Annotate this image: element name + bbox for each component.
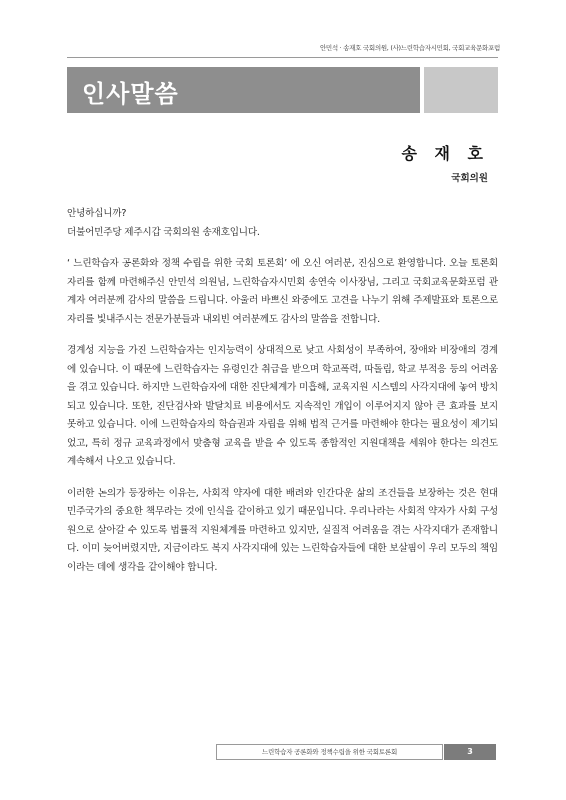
- page-title: 인사말씀: [82, 80, 179, 108]
- author-role: 국회의원: [451, 173, 488, 184]
- running-header: 안민석 · 송재호 국회의원, (사)느린학습자시민회, 국회교육문화포럼: [319, 44, 500, 52]
- page-number: 3: [444, 744, 496, 760]
- header-rule: [67, 57, 498, 58]
- title-accent-box: [424, 67, 498, 113]
- intro-paragraph: 더불어민주당 제주시갑 국회의원 송재호입니다.: [67, 226, 260, 238]
- issue-paragraph: 경계성 지능을 가진 느린학습자는 인지능력이 상대적으로 낮고 사회성이 부족하여, 장애와 비장애의 경계에 있습니다. 이 때문에 느린학습자는 유령인간 취급을 받으며 학교폭력, 따돌림, 학교 부적응 등의 어려움을 겪고 있습니다. 하지만 느린학습자에 대한 진단체계가 미흡해, 교육지원 시스템의 사각지대에 놓여 방치되고 있습니다. 또한, 진단검사와 발달치료 비용에서도 지속적인 개입이 이루어지지 않아 큰 효과를 보지 못하고 있습니다. 이에 느린학습자의 학습권과 자립을 위해 법적 근거를 마련해야 한다는 필요성이 제기되었고, 특히 정규 교육과정에서 맞춤형 교육을 받을 수 있도록 종합적인 지원대책을 세워야 한다는 의견도 계속해서 나오고 있습니다.: [67, 345, 498, 467]
- footer-label: 느린학습자 공론화와 정책수립을 위한 국회토론회: [216, 744, 443, 760]
- closing-paragraph: 이러한 논의가 등장하는 이유는, 사회적 약자에 대한 배려와 인간다운 삶의 조건들을 보장하는 것은 현대 민주국가의 중요한 책무라는 것에 인식을 같이하고 있기 때문입니다. 우리나라는 사회적 약자가 사회 구성원으로 살아갈 수 있도록 법률적 지원체계를 마련하고 있지만, 실질적 어려움을 겪는 사각지대가 존재합니다. 이미 늦어버렸지만, 지금이라도 복지 사각지대에 있는 느린학습자들에 대한 보살핌이 우리 모두의 책임이라는 데에 생각을 같이해야 합니다.: [67, 487, 498, 573]
- author-name: 송 재 호: [401, 144, 489, 163]
- body-text: [67, 205, 498, 577]
- welcome-paragraph: ‘ 느린학습자 공론화와 정책 수립을 위한 국회 토론회’ 에 오신 여러분, 진심으로 환영합니다. 오늘 토론회 자리를 함께 마련해주신 안민석 의원님, 느린학습자시민회 송연숙 이사장님, 그리고 국회교육문화포럼 관계자 여러분께 감사의 말씀을 드립니다. 아울러 바쁘신 와중에도 고견을 나누기 위해 주제발표와 토론으로 자리를 빛내주시는 전문가분들과 내외빈 여러분께도 감사의 말씀을 전합니다.: [67, 258, 498, 325]
- greeting-paragraph: 안녕하십니까?: [67, 208, 127, 219]
